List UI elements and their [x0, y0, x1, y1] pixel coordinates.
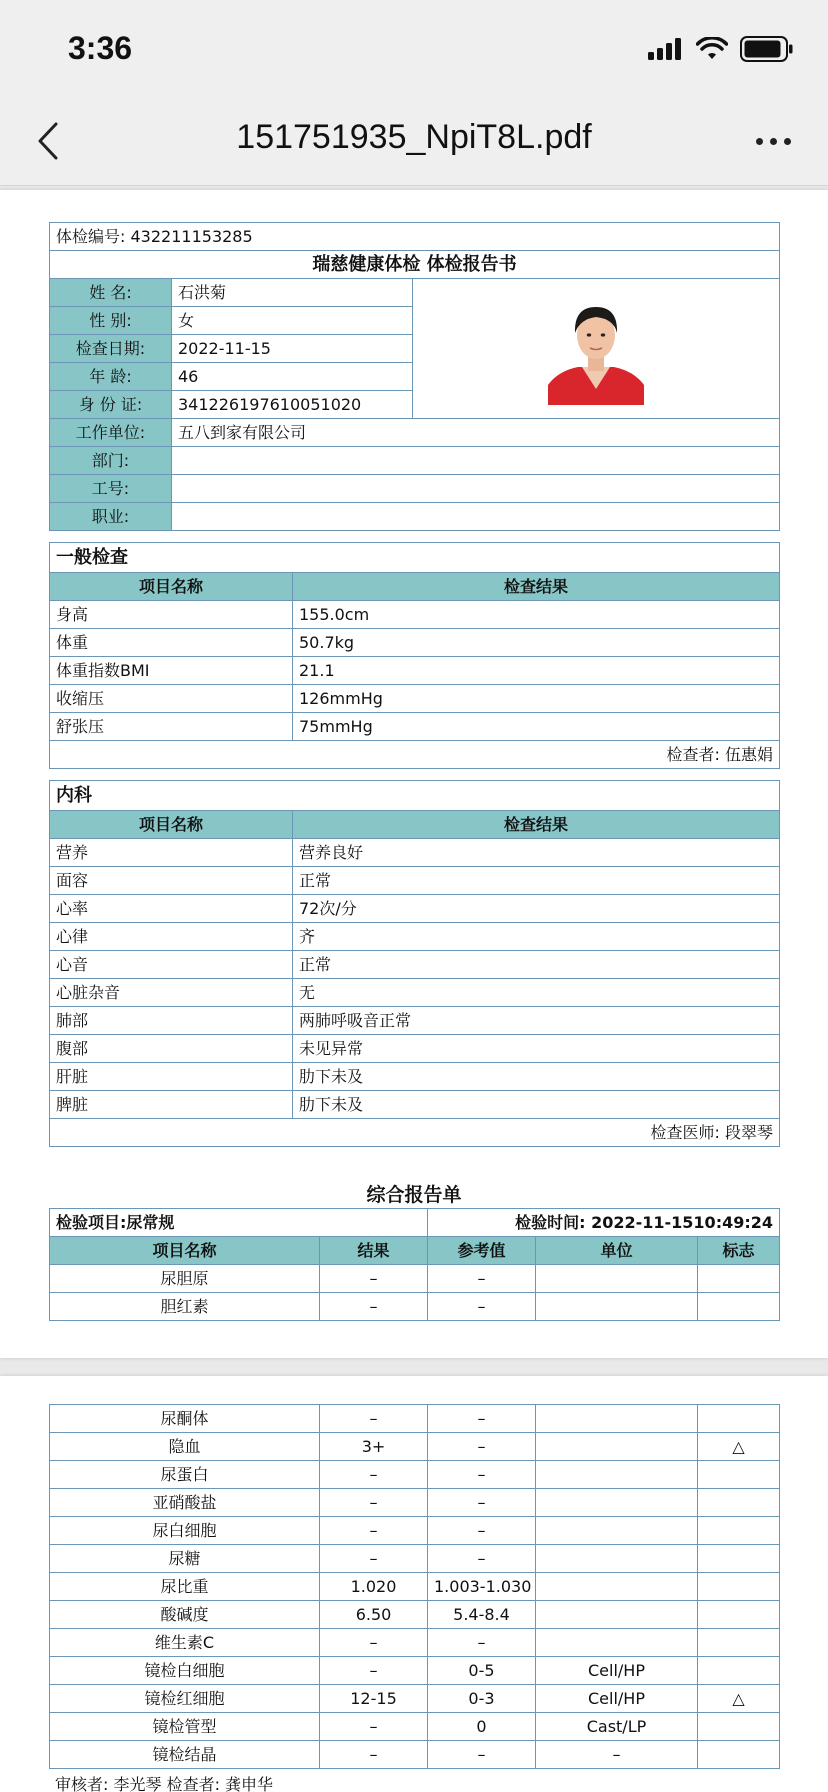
table-cell: 尿蛋白	[50, 1461, 320, 1489]
table-cell: 体重	[50, 629, 293, 657]
table-row	[50, 1741, 780, 1769]
column-header: 检查结果	[293, 811, 780, 839]
table-cell	[536, 1629, 698, 1657]
table-cell: 尿酮体	[50, 1405, 320, 1433]
table-cell: –	[428, 1489, 536, 1517]
section-title: 一般检查	[50, 543, 780, 573]
column-header: 项目名称	[50, 573, 293, 601]
info-row	[50, 419, 780, 447]
table-cell	[698, 1573, 780, 1601]
table-cell: 6.50	[320, 1601, 428, 1629]
table-cell: 尿胆原	[50, 1265, 320, 1293]
reviewer-footer: 审核者: 李光琴 检查者: 龚申华	[55, 1775, 274, 1792]
table-cell: 肝脏	[50, 1063, 293, 1091]
table-cell: –	[536, 1741, 698, 1769]
examiner-footer: 检查医师: 段翠琴	[50, 1119, 780, 1147]
patient-info-table	[49, 222, 780, 531]
table-cell	[698, 1517, 780, 1545]
table-cell: 5.4-8.4	[428, 1601, 536, 1629]
table-cell: 正常	[293, 951, 780, 979]
table-cell	[698, 1545, 780, 1573]
table-row	[50, 1091, 780, 1119]
table-cell: 面容	[50, 867, 293, 895]
table-cell	[698, 1461, 780, 1489]
status-icons	[648, 36, 794, 62]
table-cell: 0-3	[428, 1685, 536, 1713]
table-cell: 体重指数BMI	[50, 657, 293, 685]
field-value: 五八到家有限公司	[172, 419, 780, 447]
more-button[interactable]	[748, 126, 798, 156]
section-title: 内科	[50, 781, 780, 811]
table-cell	[698, 1405, 780, 1433]
more-dot-icon	[756, 138, 763, 145]
table-cell: 身高	[50, 601, 293, 629]
field-label: 年 龄:	[50, 363, 172, 391]
status-time: 3:36	[68, 30, 133, 66]
lab-report-title: 综合报告单	[366, 1184, 462, 1206]
table-row	[50, 601, 780, 629]
pdf-page-2[interactable]	[0, 1376, 828, 1792]
table-cell: Cast/LP	[536, 1713, 698, 1741]
column-header: 检查结果	[293, 573, 780, 601]
pdf-page-1[interactable]	[0, 190, 828, 1358]
table-cell: 126mmHg	[293, 685, 780, 713]
table-cell: △	[698, 1685, 780, 1713]
field-label: 工作单位:	[50, 419, 172, 447]
table-cell: 收缩压	[50, 685, 293, 713]
table-row	[50, 713, 780, 741]
table-cell: 维生素C	[50, 1629, 320, 1657]
field-label: 身 份 证:	[50, 391, 172, 419]
table-row	[50, 1713, 780, 1741]
cellular-signal-icon	[648, 38, 684, 60]
exam-no-value: 432211153285	[130, 226, 253, 246]
table-cell	[536, 1461, 698, 1489]
table-cell	[698, 1657, 780, 1685]
table-row	[50, 1405, 780, 1433]
table-cell	[698, 1265, 780, 1293]
field-value	[172, 503, 780, 531]
wifi-icon	[696, 37, 728, 61]
table-cell: 心音	[50, 951, 293, 979]
table-cell: 75mmHg	[293, 713, 780, 741]
field-value	[172, 447, 780, 475]
patient-photo	[548, 293, 644, 405]
table-cell: –	[320, 1517, 428, 1545]
field-value: 2022-11-15	[172, 335, 413, 363]
table-cell	[536, 1433, 698, 1461]
table-row	[50, 895, 780, 923]
table-cell: –	[320, 1713, 428, 1741]
table-cell: 心率	[50, 895, 293, 923]
table-cell: 12-15	[320, 1685, 428, 1713]
lab-time-label: 检验时间: 2022-11-1510:49:24	[428, 1209, 780, 1237]
table-row	[50, 1007, 780, 1035]
table-cell: 21.1	[293, 657, 780, 685]
column-header: 项目名称	[50, 1237, 320, 1265]
table-cell: 0	[428, 1713, 536, 1741]
table-cell: –	[428, 1461, 536, 1489]
table-cell: 0-5	[428, 1657, 536, 1685]
table-cell	[536, 1573, 698, 1601]
field-value: 46	[172, 363, 413, 391]
table-row	[50, 1433, 780, 1461]
nav-bar	[0, 96, 828, 186]
table-cell: –	[428, 1265, 536, 1293]
field-value	[172, 475, 780, 503]
table-row	[50, 1601, 780, 1629]
table-cell: 尿比重	[50, 1573, 320, 1601]
more-dot-icon	[784, 138, 791, 145]
info-row	[50, 503, 780, 531]
table-cell: 酸碱度	[50, 1601, 320, 1629]
table-row	[50, 1265, 780, 1293]
table-cell: 腹部	[50, 1035, 293, 1063]
table-cell: 两肺呼吸音正常	[293, 1007, 780, 1035]
table-row	[50, 979, 780, 1007]
exam-no-row	[50, 223, 780, 251]
table-cell: 尿白细胞	[50, 1517, 320, 1545]
field-label: 性 别:	[50, 307, 172, 335]
table-row	[50, 657, 780, 685]
table-cell: Cell/HP	[536, 1657, 698, 1685]
field-label: 检查日期:	[50, 335, 172, 363]
table-cell: –	[320, 1489, 428, 1517]
table-cell: 肋下未及	[293, 1063, 780, 1091]
table-cell: 镜检白细胞	[50, 1657, 320, 1685]
status-bar	[0, 0, 828, 96]
table-cell: 舒张压	[50, 713, 293, 741]
table-cell	[536, 1545, 698, 1573]
table-cell	[536, 1265, 698, 1293]
exam-no-label: 体检编号:	[56, 226, 126, 246]
table-row	[50, 1461, 780, 1489]
table-cell: 72次/分	[293, 895, 780, 923]
table-cell: –	[428, 1629, 536, 1657]
table-row	[50, 1293, 780, 1321]
table-cell: –	[428, 1293, 536, 1321]
table-cell: 亚硝酸盐	[50, 1489, 320, 1517]
table-cell: –	[428, 1517, 536, 1545]
table-row	[50, 839, 780, 867]
lab-table-page2	[49, 1404, 780, 1769]
info-row	[50, 447, 780, 475]
column-header: 标志	[698, 1237, 780, 1265]
table-row	[50, 1629, 780, 1657]
more-dot-icon	[770, 138, 777, 145]
photo-cell	[413, 279, 780, 419]
table-cell: 155.0cm	[293, 601, 780, 629]
field-value: 石洪菊	[172, 279, 413, 307]
table-cell: –	[320, 1461, 428, 1489]
table-cell	[698, 1741, 780, 1769]
column-header: 结果	[320, 1237, 428, 1265]
table-cell: –	[320, 1265, 428, 1293]
table-cell: 1.003-1.030	[428, 1573, 536, 1601]
report-title: 瑞慈健康体检 体检报告书	[50, 251, 780, 279]
table-cell	[698, 1629, 780, 1657]
table-cell: –	[320, 1657, 428, 1685]
table-cell	[536, 1601, 698, 1629]
table-cell: 3+	[320, 1433, 428, 1461]
table-cell	[698, 1293, 780, 1321]
table-cell: 齐	[293, 923, 780, 951]
examiner-footer: 检查者: 伍惠娟	[50, 741, 780, 769]
table-cell: –	[320, 1293, 428, 1321]
field-value: 341226197610051020	[172, 391, 413, 419]
table-cell: 胆红素	[50, 1293, 320, 1321]
table-cell: –	[428, 1405, 536, 1433]
table-row	[50, 1035, 780, 1063]
table-cell: –	[320, 1545, 428, 1573]
table-row	[50, 1517, 780, 1545]
table-cell: 肋下未及	[293, 1091, 780, 1119]
internal-exam-table	[49, 780, 780, 1147]
table-cell: –	[320, 1405, 428, 1433]
table-cell: 正常	[293, 867, 780, 895]
table-cell: 营养良好	[293, 839, 780, 867]
table-row	[50, 1573, 780, 1601]
table-row	[50, 923, 780, 951]
table-cell: Cell/HP	[536, 1685, 698, 1713]
table-cell: △	[698, 1433, 780, 1461]
table-row	[50, 1545, 780, 1573]
table-cell	[536, 1489, 698, 1517]
table-cell	[698, 1601, 780, 1629]
info-row	[50, 475, 780, 503]
table-row	[50, 867, 780, 895]
table-cell: 1.020	[320, 1573, 428, 1601]
column-header: 参考值	[428, 1237, 536, 1265]
lab-table-page1	[49, 1208, 780, 1321]
table-cell: 镜检结晶	[50, 1741, 320, 1769]
table-row	[50, 1063, 780, 1091]
table-cell: –	[320, 1629, 428, 1657]
table-cell: 50.7kg	[293, 629, 780, 657]
field-value: 女	[172, 307, 413, 335]
column-header: 单位	[536, 1237, 698, 1265]
field-label: 工号:	[50, 475, 172, 503]
battery-icon	[740, 36, 794, 62]
table-cell: –	[428, 1433, 536, 1461]
report-title-row	[50, 251, 780, 279]
table-row	[50, 1489, 780, 1517]
field-label: 职业:	[50, 503, 172, 531]
table-cell: 心律	[50, 923, 293, 951]
general-exam-table	[49, 542, 780, 769]
table-cell	[698, 1489, 780, 1517]
table-cell	[536, 1405, 698, 1433]
table-cell	[698, 1713, 780, 1741]
table-cell: –	[428, 1545, 536, 1573]
table-cell	[536, 1293, 698, 1321]
table-cell: 隐血	[50, 1433, 320, 1461]
table-cell: 镜检管型	[50, 1713, 320, 1741]
table-row	[50, 629, 780, 657]
table-row	[50, 685, 780, 713]
table-cell: 镜检红细胞	[50, 1685, 320, 1713]
document-title: 151751935_NpiT8L.pdf	[236, 118, 592, 156]
table-row	[50, 951, 780, 979]
table-row	[50, 1685, 780, 1713]
field-label: 姓 名:	[50, 279, 172, 307]
table-cell: 未见异常	[293, 1035, 780, 1063]
table-cell	[536, 1517, 698, 1545]
table-cell: 心脏杂音	[50, 979, 293, 1007]
table-cell: 脾脏	[50, 1091, 293, 1119]
table-cell: –	[428, 1741, 536, 1769]
column-header: 项目名称	[50, 811, 293, 839]
table-cell: 无	[293, 979, 780, 1007]
info-row	[50, 279, 780, 307]
table-cell: 肺部	[50, 1007, 293, 1035]
field-label: 部门:	[50, 447, 172, 475]
table-cell: 营养	[50, 839, 293, 867]
lab-item-label: 检验项目:尿常规	[50, 1209, 428, 1237]
table-row	[50, 1657, 780, 1685]
table-cell: 尿糖	[50, 1545, 320, 1573]
table-cell: –	[320, 1741, 428, 1769]
